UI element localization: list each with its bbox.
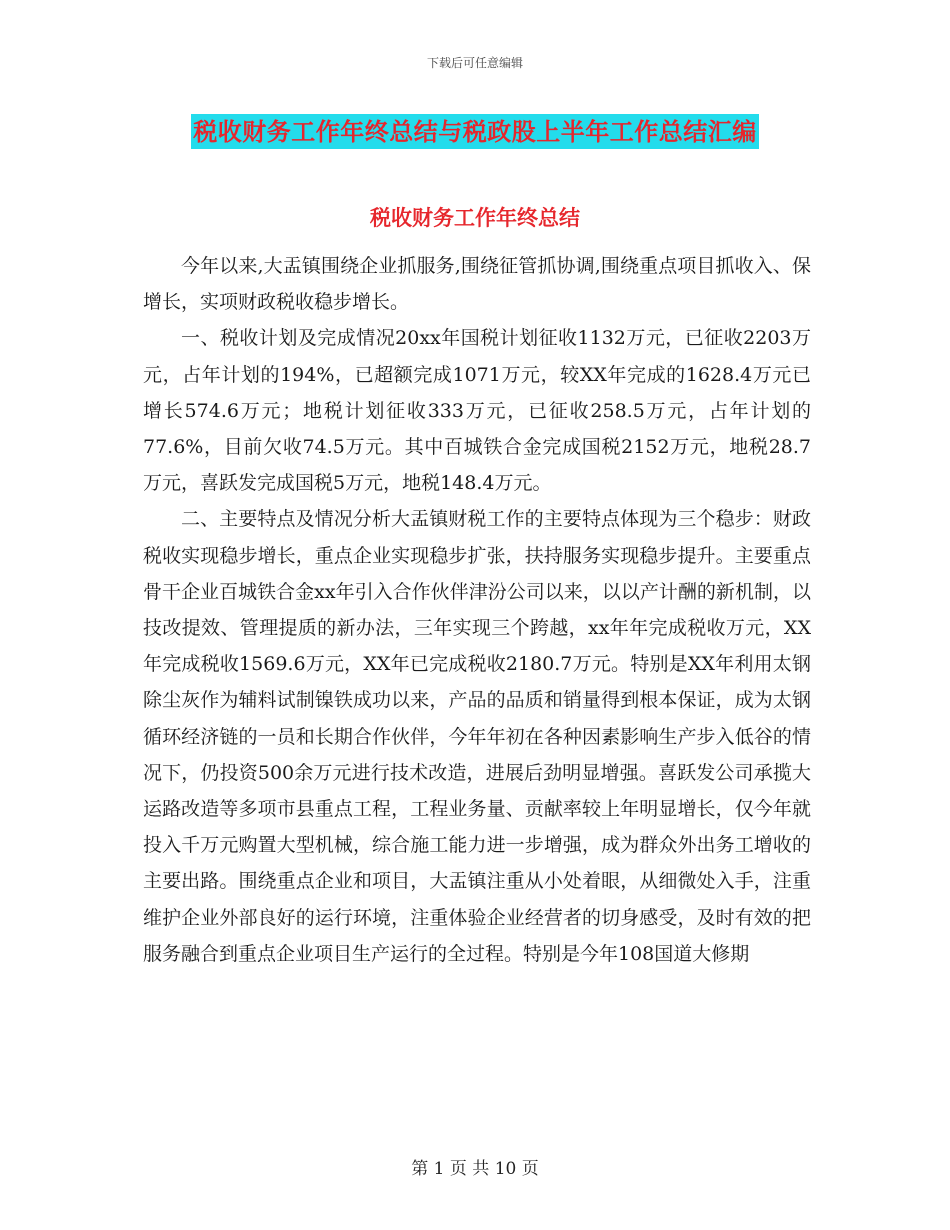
paragraph-intro: 今年以来,大盂镇围绕企业抓服务,围绕征管抓协调,围绕重点项目抓收入、保增长，实项财政税收稳步增长。: [143, 255, 811, 314]
document-main-title-container: [0, 112, 950, 147]
paragraph-tax-plan: 一、税收计划及完成情况20xx年国税计划征收1132万元，已征收2203万元，占年计划的194%，已超额完成1071万元，较XX年完成的1628.4万元已增长574.6万元；地税计划征收333万元，已征收258.5万元，占年计划的77.6%，目前欠收74.5万元。其中百城铁合金完成国税2152万元，地税28.7万元，喜跃发完成国税5万元，地税148.4万元。: [143, 327, 811, 495]
section-title: 税收财务工作年终总结: [370, 205, 580, 230]
page-footer-page-number: 第 1 页 共 10 页: [411, 1159, 539, 1179]
paragraph-analysis: 二、主要特点及情况分析大盂镇财税工作的主要特点体现为三个稳步：财政税收实现稳步增长，重点企业实现稳步扩张，扶持服务实现稳步提升。主要重点骨干企业百城铁合金xx年引入合作伙伴津汾公司以来，以以产计酬的新机制，以技改提效、管理提质的新办法，三年实现三个跨越，xx年年完成税收万元，XX年完成税收1569.6万元，XX年已完成税收2180.7万元。特别是XX年利用太钢除尘灰作为辅料试制镍铁成功以来，产品的品质和销量得到根本保证，成为太钢循环经济链的一员和长期合作伙伴，今年年初在各种因素影响生产步入低谷的情况下，仍投资500余万元进行技术改造，进展后劲明显增强。喜跃发公司承揽大运路改造等多项市县重点工程，工程业务量、贡献率较上年明显增长，仅今年就投入千万元购置大型机械，综合施工能力进一步增强，成为群众外出务工增收的主要出路。围绕重点企业和项目，大盂镇注重从小处着眼，从细微处入手，注重维护企业外部良好的运行环境，注重体验企业经营者的切身感受，及时有效的把服务融合到重点企业项目生产运行的全过程。特别是今年108国道大修期: [143, 508, 811, 965]
page-header-note: 下载后可任意编辑: [426, 56, 523, 70]
document-main-title: 税收财务工作年终总结与税政股上半年工作总结汇编: [191, 114, 759, 149]
document-body: [143, 248, 811, 972]
